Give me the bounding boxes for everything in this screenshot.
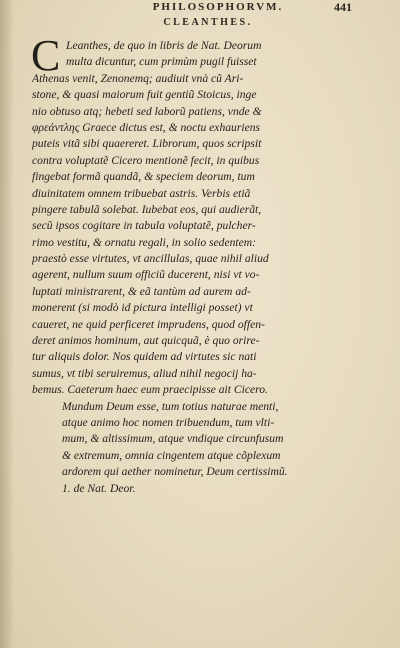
text-line: praestò esse virtutes, vt ancillulas, quae nihil aliud xyxy=(32,252,269,266)
text-line: Leanthes, de quo in libris de Nat. Deorum xyxy=(66,39,262,52)
text-line: φρεάντλης Graece dictus est, & noctu exhauriens xyxy=(32,120,261,134)
page-number: 441 xyxy=(334,0,352,14)
text-line: Mundum Deum esse, tum totius naturae menti, xyxy=(62,399,279,413)
section-title: CLEANTHES. xyxy=(163,17,253,28)
drop-cap-initial: C xyxy=(31,31,61,80)
running-title: PHILOSOPHORVM. xyxy=(152,1,284,13)
text-line: luptati ministrarent, & eã tantùm ad aurem ad- xyxy=(32,284,251,298)
text-line: agerent, nullum suum officiũ ducerent, nisi vt vo- xyxy=(32,268,260,282)
text-line: rimo vestitu, & ornatu regali, in solio sedentem: xyxy=(32,235,257,249)
text-line: contra voluptatẽ Cicero mentionẽ fecit, in quibus xyxy=(32,153,260,167)
text-line: monerent (si modò id pictura intelligi posset) vt xyxy=(32,301,253,315)
text-line: mum, & altissimum, atque vndique circunfusum xyxy=(62,432,284,446)
citation-line: 1. de Nat. Deor. xyxy=(62,481,136,495)
text-line: & extremum, omnia cingentem atque cõplexum xyxy=(62,448,281,462)
main-text xyxy=(31,31,364,497)
text-line: puteis vitã sibi quaereret. Librorum, quos scripsit xyxy=(32,137,262,151)
text-line: bemus. Caeterum haec eum praecipisse ait Cicero. xyxy=(32,383,268,397)
text-line: fingebat formã quandã, & speciem deorum, tum xyxy=(32,170,255,184)
text-line: pingere tabulã solebat. Iubebat eos, qui audierãt, xyxy=(32,202,262,216)
text-line: diuinitatem omnem tribuebat astris. Verbis etiã xyxy=(32,186,251,200)
text-line: ardorem qui aether nominetur, Deum certissimũ. xyxy=(62,465,288,479)
text-line: Athenas venit, Zenonemq; audiuit vnà cũ Ari- xyxy=(32,71,244,85)
text-line: atque animo hoc nomen tribuendum, tum vlti- xyxy=(62,415,275,429)
text-line: multa dicuntur, cum primùm pugil fuisset xyxy=(66,55,257,69)
text-line: sumus, vt tibi seruiremus, aliud nihil negocij ha- xyxy=(32,366,257,380)
text-line: nio obtuso atq; hebeti sed laborũ patiens, vnde & xyxy=(32,104,262,118)
binding-gutter-shadow xyxy=(0,0,14,648)
text-line: tur aliquis dolor. Nos quidem ad virtutes sic nati xyxy=(32,350,257,364)
text-line: stone, & quasi maiorum fuit gentiũ Stoicus, inge xyxy=(32,88,257,102)
text-line: deret animos hominum, aut quicquã, è quo orire- xyxy=(32,334,260,348)
text-line: secũ ipsos cogitare in tabula voluptatẽ, pulcher- xyxy=(32,219,256,233)
text-line: caueret, ne quid perficeret imprudens, quod offen- xyxy=(32,317,265,331)
